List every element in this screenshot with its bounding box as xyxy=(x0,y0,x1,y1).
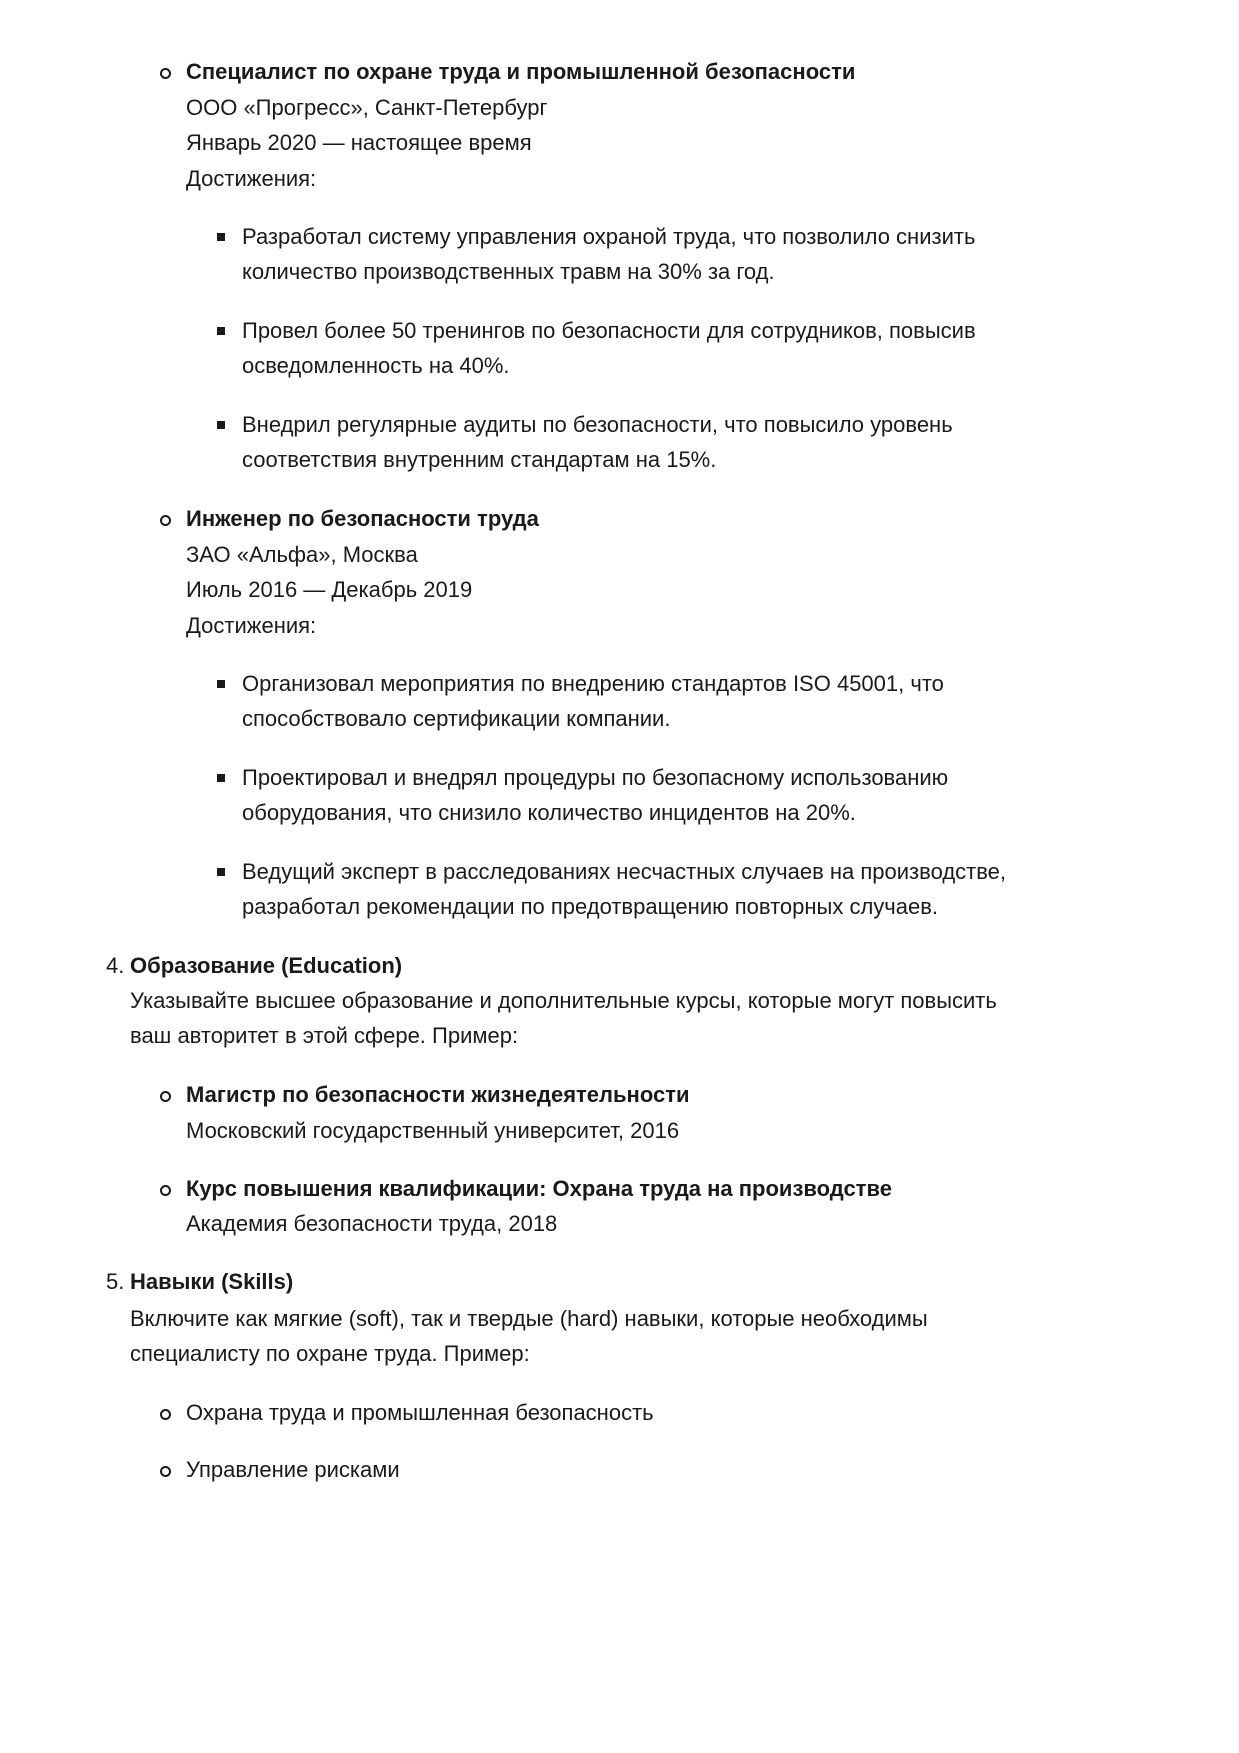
achievement-line: разработал рекомендации по предотвращению повторных случаев. xyxy=(242,894,939,919)
achievement-line: соответствия внутренним стандартам на 15%. xyxy=(242,447,717,472)
job-company: ЗАО «Альфа», Москва xyxy=(186,542,418,567)
square-bullet-icon xyxy=(217,421,225,429)
circle-bullet-icon xyxy=(160,1091,171,1102)
achievement-line: Ведущий эксперт в расследованиях несчастных случаев на производстве, xyxy=(242,859,1007,884)
circle-bullet-icon xyxy=(160,1466,171,1477)
circle-bullet-icon xyxy=(160,1185,171,1196)
job-period: Июль 2016 — Декабрь 2019 xyxy=(186,577,473,602)
achievement-line: Провел более 50 тренингов по безопасности для сотрудников, повысив xyxy=(242,318,976,343)
section-number: 4. xyxy=(106,953,125,978)
skill-item: Охрана труда и промышленная безопасность xyxy=(186,1400,654,1425)
achievement-line: Организовал мероприятия по внедрению стандартов ISO 45001, что xyxy=(242,671,944,696)
achievements-label: Достижения: xyxy=(186,166,317,191)
circle-bullet-icon xyxy=(160,68,171,79)
education-title: Курс повышения квалификации: Охрана труда на производстве xyxy=(186,1176,892,1201)
section-description: Включите как мягкие (soft), так и твердые (hard) навыки, которые необходимы xyxy=(130,1306,928,1331)
achievement-line: Разработал систему управления охраной труда, что позволило снизить xyxy=(242,224,976,249)
section-number: 5. xyxy=(106,1269,125,1294)
achievement-line: Внедрил регулярные аудиты по безопасности, что повысило уровень xyxy=(242,412,953,437)
section-description: специалисту по охране труда. Пример: xyxy=(130,1341,530,1366)
square-bullet-icon xyxy=(217,680,225,688)
section-heading: Образование (Education) xyxy=(130,953,403,978)
job-title: Специалист по охране труда и промышленной безопасности xyxy=(186,59,856,84)
achievement-line: количество производственных травм на 30% за год. xyxy=(242,259,775,284)
education-detail: Академия безопасности труда, 2018 xyxy=(186,1211,558,1236)
square-bullet-icon xyxy=(217,868,225,876)
square-bullet-icon xyxy=(217,774,225,782)
education-detail: Московский государственный университет, 2016 xyxy=(186,1118,680,1143)
square-bullet-icon xyxy=(217,233,225,241)
square-bullet-icon xyxy=(217,327,225,335)
section-heading: Навыки (Skills) xyxy=(130,1269,294,1294)
job-period: Январь 2020 — настоящее время xyxy=(186,130,532,155)
circle-bullet-icon xyxy=(160,1409,171,1420)
section-description: ваш авторитет в этой сфере. Пример: xyxy=(130,1023,519,1048)
achievements-label: Достижения: xyxy=(186,613,317,638)
job-company: ООО «Прогресс», Санкт-Петербург xyxy=(186,95,548,120)
achievement-line: оборудования, что снизило количество инцидентов на 20%. xyxy=(242,800,856,825)
achievement-line: осведомленность на 40%. xyxy=(242,353,510,378)
job-title: Инженер по безопасности труда xyxy=(186,506,539,531)
circle-bullet-icon xyxy=(160,515,171,526)
achievement-line: Проектировал и внедрял процедуры по безопасному использованию xyxy=(242,765,949,790)
section-description: Указывайте высшее образование и дополнительные курсы, которые могут повысить xyxy=(130,988,997,1013)
achievement-line: способствовало сертификации компании. xyxy=(242,706,671,731)
skill-item: Управление рисками xyxy=(186,1457,400,1482)
education-title: Магистр по безопасности жизнедеятельности xyxy=(186,1082,690,1107)
